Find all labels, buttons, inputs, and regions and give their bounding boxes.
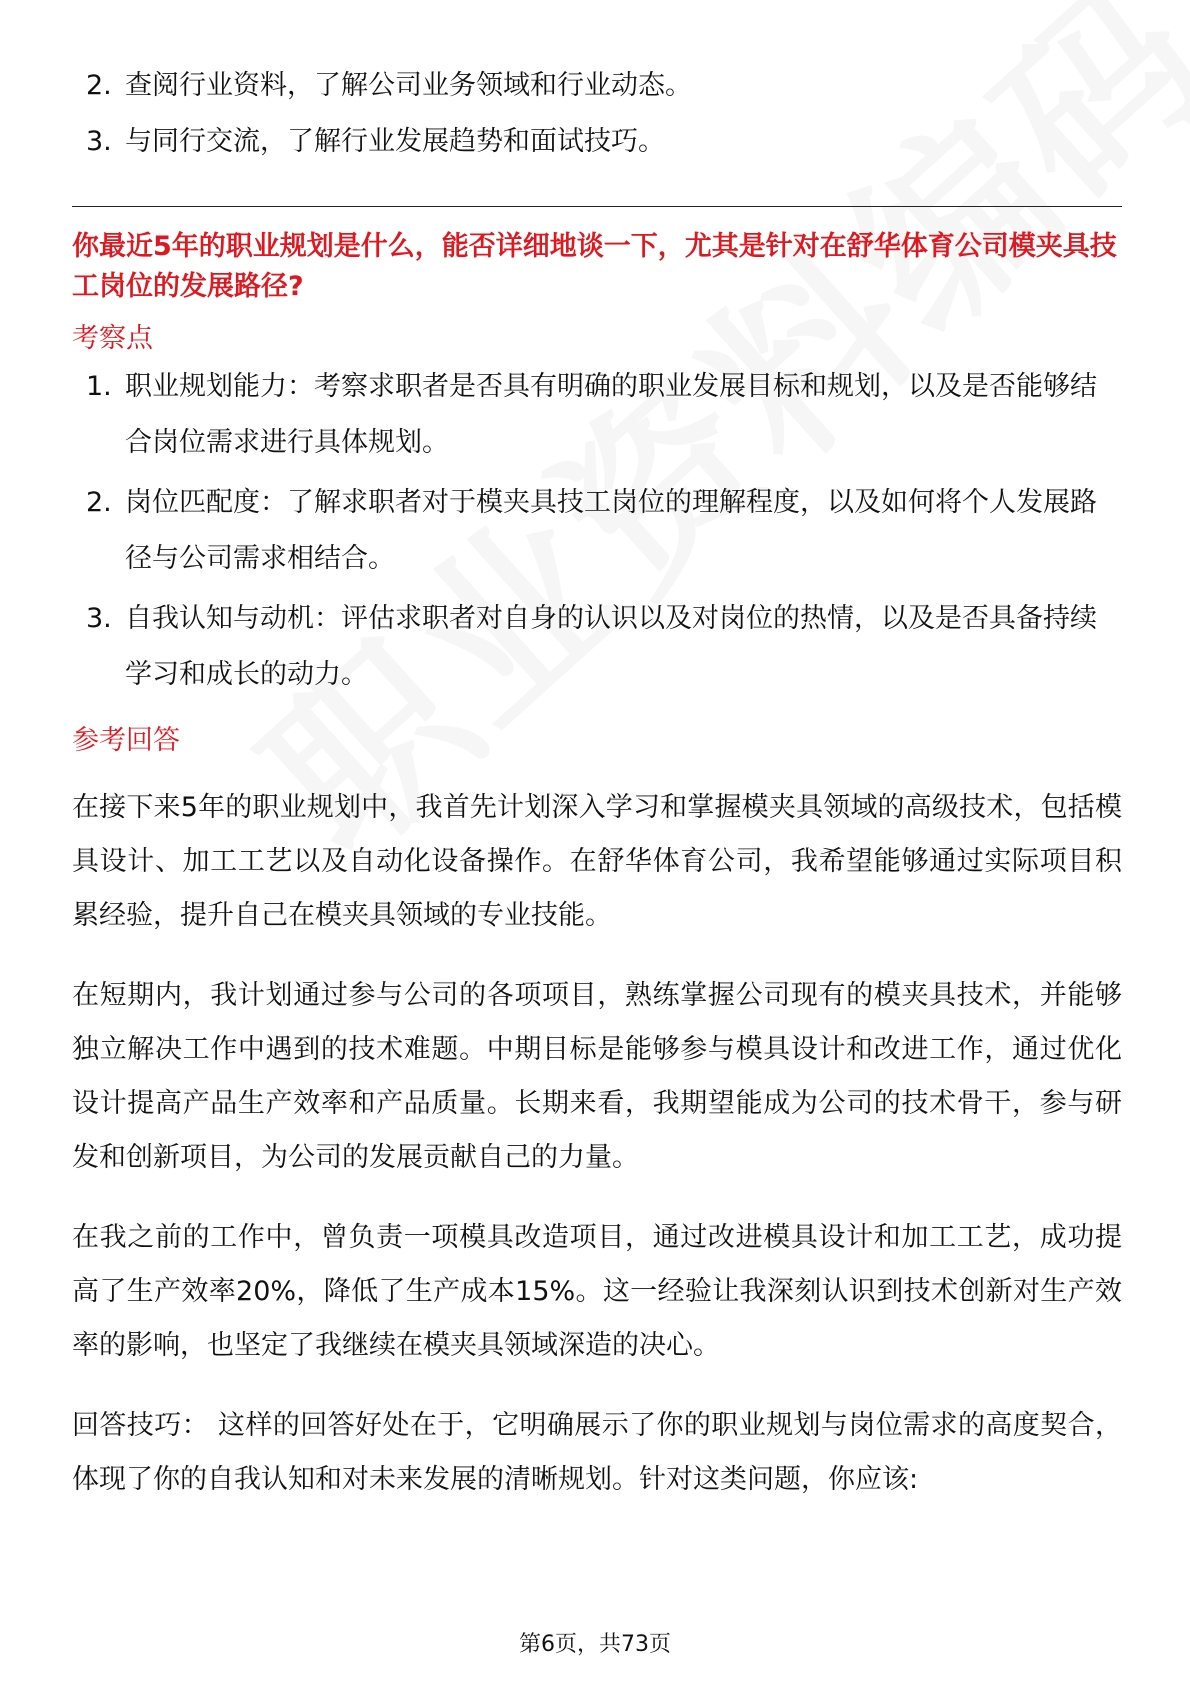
- list-text: 岗位匹配度：了解求职者对于模夹具技工岗位的理解程度，以及如何将个人发展路径与公司需求相结合。: [125, 487, 1097, 574]
- page-number: 第6页，共73页: [519, 1632, 671, 1657]
- answer-label: 参考回答: [72, 725, 180, 756]
- interview-question: 你最近5年的职业规划是什么，能否详细地谈一下，尤其是针对在舒华体育公司模夹具技工岗位的发展路径?: [72, 231, 1117, 302]
- prep-steps-list: [72, 58, 1122, 170]
- focus-points-list: [72, 359, 1122, 703]
- section-divider: [72, 206, 1122, 207]
- list-number: 2.: [86, 70, 112, 101]
- page-content: [72, 58, 1122, 1507]
- list-item: [72, 58, 1122, 114]
- list-number: 3.: [86, 126, 112, 157]
- list-text: 与同行交流，了解行业发展趋势和面试技巧。: [125, 126, 665, 157]
- list-number: 3.: [86, 603, 112, 634]
- list-item: [72, 475, 1122, 587]
- list-number: 1.: [86, 371, 112, 402]
- list-number: 2.: [86, 487, 112, 518]
- focus-label: 考察点: [72, 323, 153, 354]
- list-text: 自我认知与动机：评估求职者对自身的认识以及对岗位的热情，以及是否具备持续学习和成长的动力。: [125, 603, 1097, 690]
- answer-paragraph: 在短期内，我计划通过参与公司的各项项目，熟练掌握公司现有的模夹具技术，并能够独立解决工作中遇到的技术难题。中期目标是能够参与模具设计和改进工作，通过优化设计提高产品生产效率和产品质量。长期来看，我期望能成为公司的技术骨干，参与研发和创新项目，为公司的发展贡献自己的力量。: [72, 980, 1122, 1173]
- answer-tips-paragraph: 回答技巧： 这样的回答好处在于，它明确展示了你的职业规划与岗位需求的高度契合，体现了你的自我认知和对未来发展的清晰规划。针对这类问题，你应该:: [72, 1410, 1122, 1495]
- list-text: 职业规划能力：考察求职者是否具有明确的职业发展目标和规划，以及是否能够结合岗位需求进行具体规划。: [125, 371, 1097, 458]
- list-item: [72, 114, 1122, 170]
- list-item: [72, 359, 1122, 471]
- list-text: 查阅行业资料，了解公司业务领域和行业动态。: [125, 70, 692, 101]
- answer-paragraph: 在接下来5年的职业规划中，我首先计划深入学习和掌握模夹具领域的高级技术，包括模具设计、加工工艺以及自动化设备操作。在舒华体育公司，我希望能够通过实际项目积累经验，提升自己在模夹具领域的专业技能。: [72, 792, 1122, 931]
- answer-paragraph: 在我之前的工作中，曾负责一项模具改造项目，通过改进模具设计和加工工艺，成功提高了生产效率20%，降低了生产成本15%。这一经验让我深刻认识到技术创新对生产效率的影响，也坚定了我继续在模夹具领域深造的决心。: [72, 1222, 1122, 1361]
- list-item: [72, 591, 1122, 703]
